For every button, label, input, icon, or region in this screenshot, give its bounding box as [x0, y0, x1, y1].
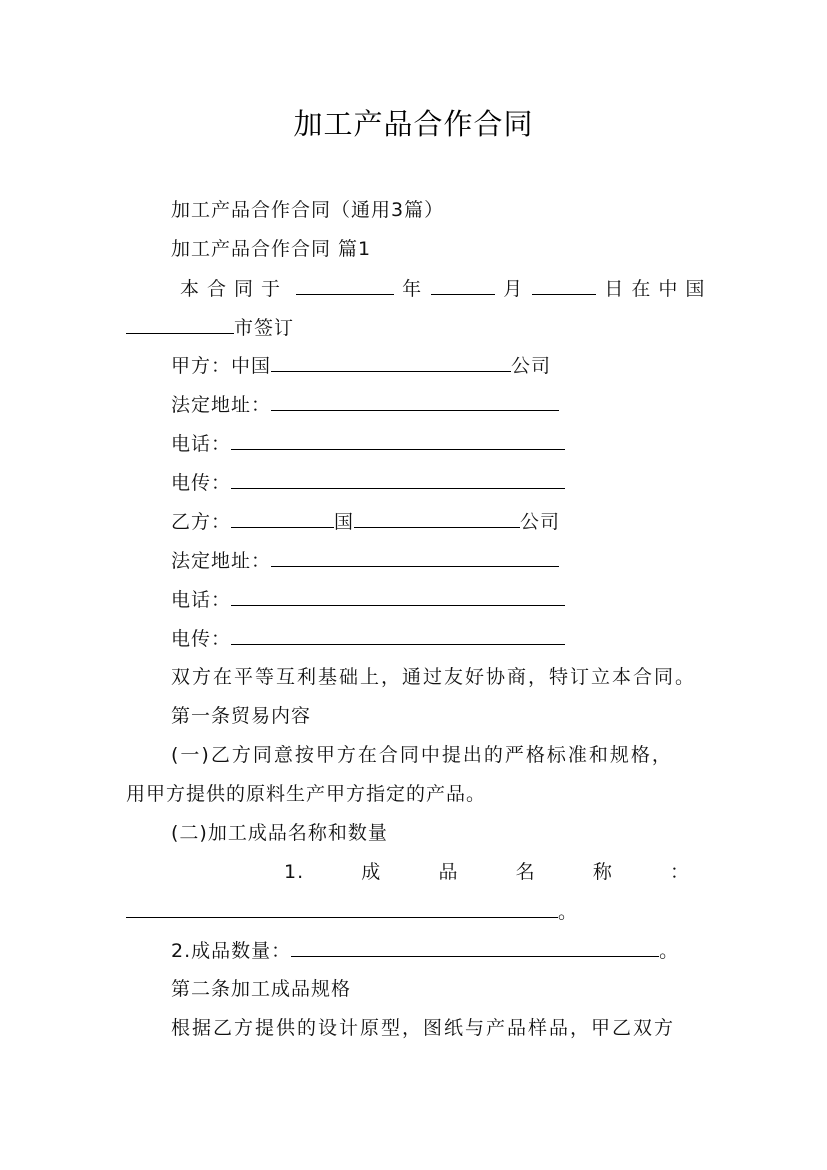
document-subtitle: 加工产品合作合同（通用3篇）: [171, 199, 445, 221]
signed-at-line: [126, 315, 294, 340]
party-b-country-blank: [231, 509, 334, 528]
product-quantity-blank: [291, 938, 659, 957]
party-b-fax-line: [171, 626, 565, 651]
product-name-blank: [126, 899, 558, 918]
party-b-suffix: 公司: [520, 511, 561, 533]
article2-heading: 第二条加工成品规格: [171, 978, 352, 1000]
intro-line: [180, 276, 712, 301]
product-name-line: [284, 860, 690, 884]
party-b-line: [171, 509, 560, 534]
agreement-text: 双方在平等互利基础上，通过友好协商，特订立本合同。: [171, 666, 697, 688]
day-label: 日在中国: [604, 278, 713, 300]
party-b-address-line: [171, 548, 559, 573]
product-name-blank-line: [126, 899, 578, 924]
party-a-suffix: 公司: [511, 355, 552, 377]
party-b-phone-blank: [231, 587, 565, 606]
party-b-country: 国: [334, 511, 355, 533]
product-quantity-end: 。: [659, 940, 680, 962]
document-title: 加工产品合作合同: [293, 107, 534, 141]
article1-heading: 第一条贸易内容: [171, 705, 312, 727]
product-quantity-line: [171, 938, 679, 963]
product-name-part: 品: [438, 861, 459, 883]
party-a-company-blank: [271, 353, 511, 372]
party-b-address-blank: [271, 548, 559, 567]
month-blank: [431, 276, 495, 295]
product-name-part: ：: [669, 861, 690, 883]
party-a-address-label: 法定地址：: [171, 394, 272, 416]
party-b-phone-line: [171, 587, 565, 612]
party-a-phone-blank: [231, 431, 565, 450]
day-blank: [532, 276, 596, 295]
article1-item1-line2: 用甲方提供的原料生产甲方指定的产品。: [126, 783, 487, 805]
party-a-fax-label: 电传：: [171, 472, 232, 494]
city-blank: [126, 315, 234, 334]
party-a-phone-line: [171, 431, 565, 456]
product-name-part: 名: [515, 861, 536, 883]
intro-text: 本合同于: [180, 278, 289, 300]
year-label: 年: [402, 278, 424, 300]
party-a-phone-label: 电话：: [171, 433, 232, 455]
party-a-fax-line: [171, 470, 565, 495]
party-b-address-label: 法定地址：: [171, 550, 272, 572]
signed-at-label: 市签订: [234, 317, 295, 339]
article1-item2: (二)加工成品名称和数量: [171, 822, 388, 844]
product-name-part: 称: [592, 861, 613, 883]
product-name-end: 。: [558, 901, 579, 923]
party-b-label: 乙方：: [171, 511, 232, 533]
party-a-line: [171, 353, 551, 378]
section-heading: 加工产品合作合同 篇1: [171, 238, 372, 260]
party-b-fax-blank: [231, 626, 565, 645]
party-b-phone-label: 电话：: [171, 589, 232, 611]
product-name-part: 1.: [284, 861, 305, 883]
article2-text: 根据乙方提供的设计原型，图纸与产品样品，甲乙双方: [171, 1017, 676, 1039]
article1-item1-line1: (一)乙方同意按甲方在合同中提出的严格标准和规格，: [171, 744, 673, 766]
year-blank: [296, 276, 394, 295]
party-a-address-line: [171, 392, 559, 417]
party-a-label: 甲方：中国: [171, 355, 272, 377]
party-b-company-blank: [354, 509, 520, 528]
product-name-part: 成: [361, 861, 382, 883]
party-a-address-blank: [271, 392, 559, 411]
party-b-fax-label: 电传：: [171, 628, 232, 650]
month-label: 月: [503, 278, 525, 300]
product-quantity-label: 2.成品数量：: [171, 940, 292, 962]
party-a-fax-blank: [231, 470, 565, 489]
